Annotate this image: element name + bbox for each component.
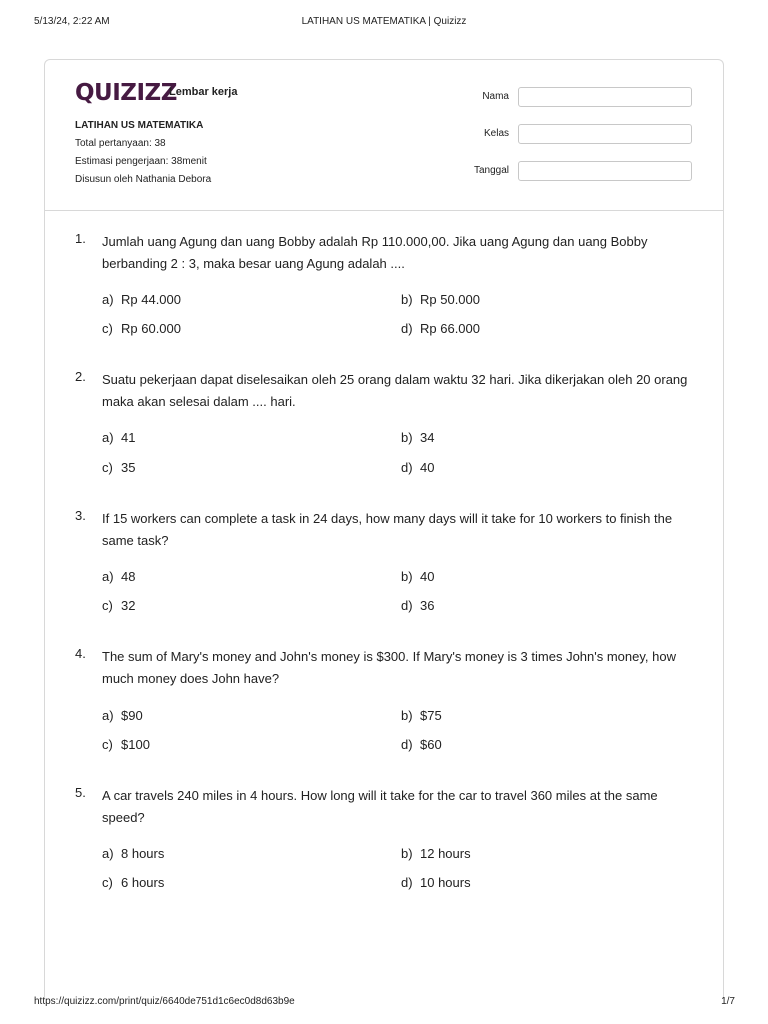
name-label: Nama (482, 91, 509, 102)
question-text: Jumlah uang Agung dan uang Bobby adalah Rp 110.000,00. Jika uang Agung dan uang Bobby berbanding 2 : 3, maka besar uang Agung adalah .... (102, 234, 648, 271)
question-number: 2. (75, 369, 86, 384)
option-b: b) 40 (401, 569, 435, 584)
option-d: d) 10 hours (401, 875, 471, 890)
total-questions: Total pertanyaan: 38 (75, 138, 166, 149)
option-c: c) 32 (102, 598, 136, 613)
name-field[interactable] (518, 87, 692, 107)
question-text: A car travels 240 miles in 4 hours. How long will it take for the car to travel 360 miles at the same speed? (102, 788, 658, 825)
worksheet-label: Lembar kerja (169, 86, 238, 98)
option-d: d) Rp 66.000 (401, 321, 480, 336)
class-label: Kelas (483, 128, 509, 139)
option-c: c) 35 (102, 460, 136, 475)
question-text: The sum of Mary's money and John's money is $300. If Mary's money is 3 times John's money, how much money does John have? (102, 649, 676, 686)
option-a: a) 41 (102, 430, 136, 445)
question-number: 1. (75, 231, 86, 246)
page-number: 1/7 (721, 996, 735, 1007)
option-a: a) 48 (102, 569, 136, 584)
estimated-time: Estimasi pengerjaan: 38menit (75, 156, 207, 167)
print-datetime: 5/13/24, 2:22 AM (34, 16, 110, 27)
option-c: c) $100 (102, 737, 150, 752)
option-a: a) $90 (102, 708, 143, 723)
class-field[interactable] (518, 124, 692, 144)
option-a: a) Rp 44.000 (102, 292, 181, 307)
option-b: b) 12 hours (401, 846, 471, 861)
question-number: 4. (75, 646, 86, 661)
question-text: If 15 workers can complete a task in 24 days, how many days will it take for 10 workers to finish the same task? (102, 511, 673, 548)
question-text: Suatu pekerjaan dapat diselesaikan oleh 25 orang dalam waktu 32 hari. Jika dikerjakan oleh 20 orang maka akan selesai dalam .... hari. (102, 372, 688, 409)
option-c: c) 6 hours (102, 875, 165, 890)
worksheet-header (45, 60, 723, 211)
question-number: 5. (75, 785, 86, 800)
print-title: LATIHAN US MATEMATIKA | Quizizz (301, 16, 467, 27)
date-label: Tanggal (473, 165, 509, 176)
option-c: c) Rp 60.000 (102, 321, 181, 336)
option-b: b) Rp 50.000 (401, 292, 480, 307)
option-d: d) 40 (401, 460, 435, 475)
option-b: b) 34 (401, 430, 435, 445)
author: Disusun oleh Nathania Debora (75, 174, 212, 185)
date-field[interactable] (518, 161, 692, 181)
question-number: 3. (75, 508, 86, 523)
quizizz-logo: QUIZIZZ (75, 80, 177, 106)
option-d: d) 36 (401, 598, 435, 613)
quiz-title: LATIHAN US MATEMATIKA (75, 120, 204, 131)
print-header (0, 16, 768, 30)
option-d: d) $60 (401, 737, 442, 752)
print-footer (0, 996, 768, 1010)
option-b: b) $75 (401, 708, 442, 723)
print-url: https://quizizz.com/print/quiz/6640de751d1c6ec0d8d63b9e (34, 996, 295, 1007)
option-a: a) 8 hours (102, 846, 165, 861)
